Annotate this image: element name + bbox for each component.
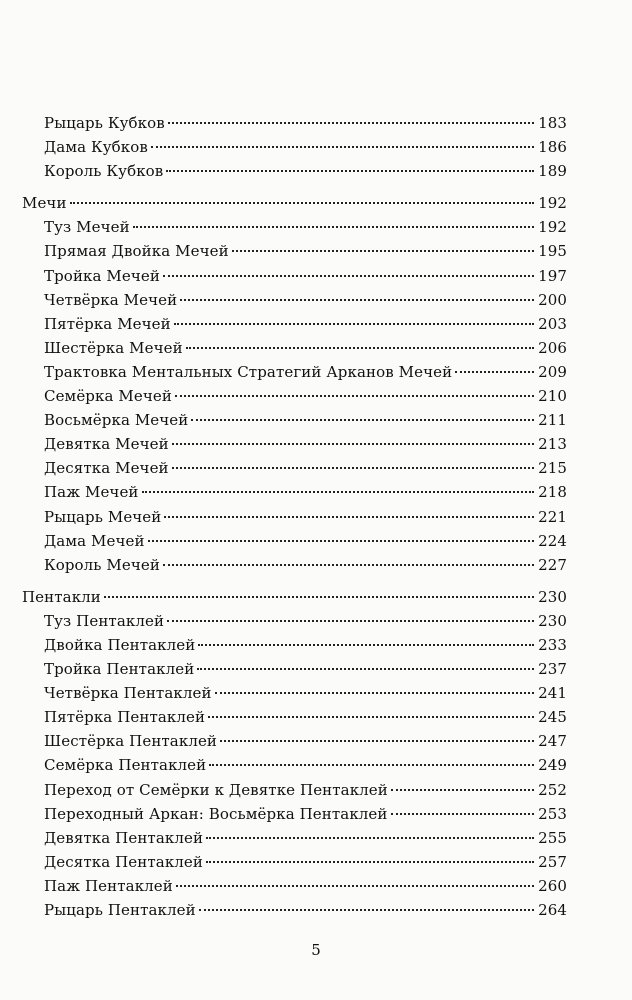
toc-entry-page-number: 245 (538, 708, 567, 727)
toc-entry (22, 850, 567, 874)
toc-entry-title: Рыцарь Кубков (44, 114, 165, 132)
toc-entry-title: Трактовка Ментальных Стратегий Арканов Мечей (44, 362, 453, 381)
toc-entry (22, 456, 567, 480)
dot-leader (208, 716, 534, 718)
toc-entry-title: Паж Пентаклей (44, 876, 173, 895)
toc-entry-title: Двойка Пентаклей (44, 635, 196, 654)
toc-entry (22, 480, 567, 504)
dot-leader (167, 620, 534, 622)
toc-entry-title: Шестёрка Пентаклей (44, 732, 218, 751)
toc-entry (22, 135, 567, 159)
toc-entry-title: Тройка Мечей (44, 266, 160, 285)
dot-leader (164, 516, 534, 518)
toc-section-heading (22, 585, 567, 609)
toc-entry (22, 729, 567, 753)
toc-entry-page-number: 197 (538, 266, 567, 285)
toc-entry-page-number: 209 (538, 362, 567, 381)
toc-section (22, 191, 567, 577)
dot-leader (186, 347, 534, 349)
toc-entry-page-number: 257 (538, 852, 567, 871)
dot-leader (104, 596, 534, 598)
toc-entry (22, 657, 567, 681)
toc-entry (22, 505, 567, 529)
toc-entry-title: Переходный Аркан: Восьмёрка Пентаклей (44, 804, 388, 823)
toc-entry-page-number: 241 (538, 684, 567, 703)
toc-entry-page-number: 255 (538, 828, 567, 847)
toc-entry (22, 826, 567, 850)
toc-entry-page-number: 186 (538, 138, 567, 157)
toc-entry-page-number: 183 (538, 114, 567, 132)
toc-entry-page-number: 233 (538, 635, 567, 654)
dot-leader (142, 491, 535, 493)
dot-leader (206, 837, 534, 839)
toc-entry (22, 159, 567, 183)
toc-entry-page-number: 252 (538, 780, 567, 799)
toc-entry-title: Дама Мечей (44, 531, 145, 550)
dot-leader (175, 395, 534, 397)
toc-entry (22, 633, 567, 657)
toc-entry-title: Десятка Мечей (44, 459, 169, 478)
dot-leader (163, 275, 534, 277)
dot-leader (174, 323, 534, 325)
toc-entry-page-number: 200 (538, 290, 567, 309)
page-number: 5 (311, 941, 321, 959)
dot-leader (70, 202, 535, 204)
toc-entry-title: Король Кубков (44, 162, 164, 181)
toc-entry-title: Дама Кубков (44, 138, 148, 157)
toc-entry (22, 384, 567, 408)
toc-entry-page-number: 260 (538, 876, 567, 895)
toc-entry (22, 264, 567, 288)
toc-entry-title: Рыцарь Мечей (44, 507, 162, 526)
toc-entry-page-number: 230 (538, 611, 567, 630)
toc-entry-page-number: 253 (538, 804, 567, 823)
toc-entry (22, 874, 567, 898)
toc-entry-page-number: 195 (538, 242, 567, 261)
toc-entry-page-number: 203 (538, 314, 567, 333)
dot-leader (198, 644, 534, 646)
toc-entry-title: Паж Мечей (44, 483, 139, 502)
dot-leader (166, 170, 534, 172)
dot-leader (180, 299, 534, 301)
toc-entry (22, 898, 567, 922)
dot-leader (206, 861, 534, 863)
toc-entry-title: Туз Пентаклей (44, 611, 165, 630)
dot-leader (172, 467, 534, 469)
dot-leader (232, 250, 534, 252)
dot-leader (191, 419, 534, 421)
toc-section (22, 111, 567, 183)
toc-entry (22, 802, 567, 826)
toc-entry-page-number: 192 (538, 218, 567, 237)
dot-leader (133, 226, 534, 228)
toc-entry-page-number: 247 (538, 732, 567, 751)
toc-entry-title: Мечи (22, 194, 67, 213)
toc-entry-title: Семёрка Пентаклей (44, 756, 207, 775)
toc-entry (22, 553, 567, 577)
toc-entry (22, 681, 567, 705)
toc-entry-page-number: 221 (538, 507, 567, 526)
toc-entry-title: Шестёрка Мечей (44, 338, 183, 357)
toc-entry (22, 288, 567, 312)
toc-entry-page-number: 215 (538, 459, 567, 478)
dot-leader (168, 122, 534, 124)
toc-entry-title: Семёрка Мечей (44, 387, 172, 406)
toc-entry (22, 529, 567, 553)
toc-entry-title: Переход от Семёрки к Девятке Пентаклей (44, 780, 388, 799)
toc-entry-page-number: 227 (538, 555, 567, 574)
dot-leader (455, 371, 534, 373)
dot-leader (391, 789, 534, 791)
toc-entry-title: Четвёрка Мечей (44, 290, 178, 309)
toc-entry (22, 239, 567, 263)
toc-entry (22, 778, 567, 802)
toc-entry-title: Десятка Пентаклей (44, 852, 203, 871)
toc-entry-title: Девятка Мечей (44, 435, 169, 454)
toc-entry-title: Пятёрка Пентаклей (44, 708, 206, 727)
toc-entry (22, 215, 567, 239)
toc-entry-page-number: 249 (538, 756, 567, 775)
dot-leader (176, 885, 534, 887)
toc-entry-page-number: 213 (538, 435, 567, 454)
toc-entry-page-number: 210 (538, 387, 567, 406)
toc-entry-title: Четвёрка Пентаклей (44, 684, 212, 703)
toc-entry (22, 336, 567, 360)
toc-entry-page-number: 192 (538, 194, 567, 213)
toc-entry-page-number: 264 (538, 901, 567, 919)
dot-leader (215, 692, 535, 694)
dot-leader (220, 740, 534, 742)
dot-leader (172, 443, 534, 445)
toc-entry-title: Пятёрка Мечей (44, 314, 171, 333)
toc-entry-page-number: 224 (538, 531, 567, 550)
toc-entry (22, 408, 567, 432)
dot-leader (148, 540, 535, 542)
toc-entry-title: Пентакли (22, 587, 101, 606)
toc-entry-title: Рыцарь Пентаклей (44, 901, 196, 919)
dot-leader (199, 909, 534, 911)
dot-leader (151, 146, 534, 148)
toc-entry-title: Девятка Пентаклей (44, 828, 204, 847)
toc-entry-title: Прямая Двойка Мечей (44, 242, 229, 261)
toc-entry-page-number: 218 (538, 483, 567, 502)
dot-leader (391, 813, 535, 815)
toc-entry-page-number: 230 (538, 587, 567, 606)
toc-entry-title: Туз Мечей (44, 218, 130, 237)
toc-entry-page-number: 237 (538, 660, 567, 679)
toc-entry (22, 312, 567, 336)
table-of-contents (22, 111, 567, 922)
toc-entry (22, 111, 567, 135)
toc-entry (22, 432, 567, 456)
dot-leader (209, 764, 534, 766)
dot-leader (197, 668, 534, 670)
toc-entry-page-number: 189 (538, 162, 567, 181)
toc-entry-title: Тройка Пентаклей (44, 660, 195, 679)
toc-section (22, 585, 567, 922)
toc-entry-title: Король Мечей (44, 555, 160, 574)
toc-entry-title: Восьмёрка Мечей (44, 411, 189, 430)
toc-entry-page-number: 206 (538, 338, 567, 357)
toc-entry (22, 705, 567, 729)
toc-entry (22, 360, 567, 384)
toc-entry (22, 753, 567, 777)
toc-entry-page-number: 211 (538, 411, 567, 430)
toc-section-heading (22, 191, 567, 215)
toc-entry (22, 609, 567, 633)
dot-leader (163, 564, 534, 566)
